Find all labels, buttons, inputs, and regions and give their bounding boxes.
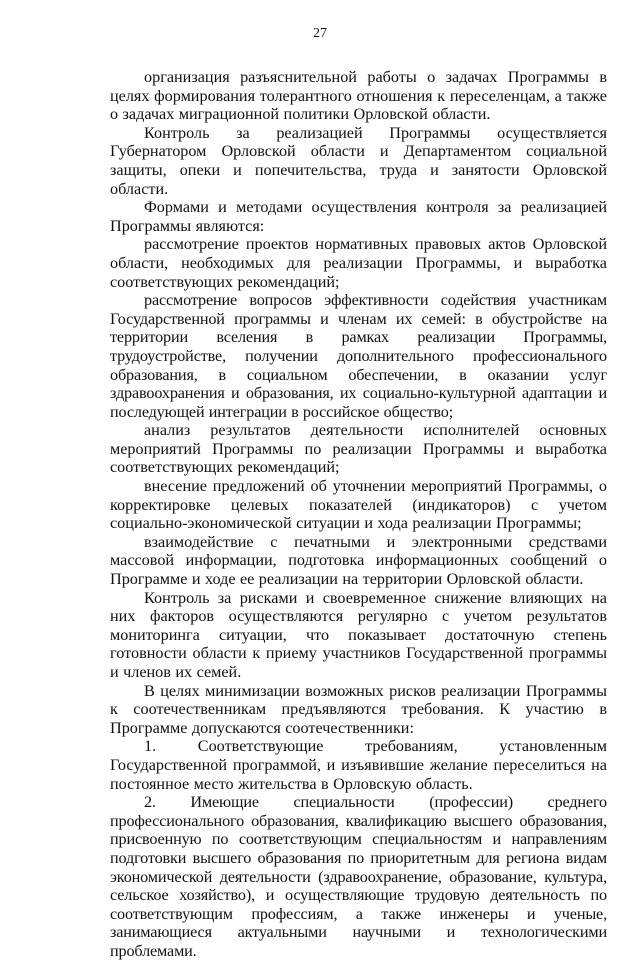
paragraph-proposals: внесение предложений об уточнении мероприятий Программы, о корректировке целевых показателей (индикаторов) с учетом социально-экономической ситуации и хода реализации Программы; (110, 477, 607, 533)
paragraph-results-analysis: анализ результатов деятельности исполнителей основных мероприятий Программы по реализации Программы и выработка соответствующих рекомендаций; (110, 421, 607, 477)
paragraph-requirement-1: 1. Соответствующие требованиям, установленным Государственной программой, и изъявившие желание переселиться на постоянное место жительства в Орловскую область. (110, 737, 607, 793)
paragraph-review-efficiency: рассмотрение вопросов эффективности содействия участникам Государственной программы и членам их семей: в обустройстве на территории вселения в рамках реализации Программы, трудоустройстве, получении дополнительного профессионального образования, в социальном обеспечении, в оказании услуг здравоохранения и образования, их социально-культурной адаптации и последующей интеграции в российское общество; (110, 291, 607, 421)
paragraph-control-forms-intro: Формами и методами осуществления контроля за реализацией Программы являются: (110, 198, 607, 235)
paragraph-media-interaction: взаимодействие с печатными и электронными средствами массовой информации, подготовка информационных сообщений о Программе и ходе ее реализации на территории Орловской области. (110, 532, 607, 589)
paragraph-review-legal-acts: рассмотрение проектов нормативных правовых актов Орловской области, необходимых для реализации Программы, и выработка соответствующих рекомендаций; (110, 235, 607, 291)
paragraph-risk-control: Контроль за рисками и своевременное снижение влияющих на них факторов осуществляются регулярно с учетом результатов мониторинга ситуации, что показывает достаточную степень готовности области к приему участников Государственной программы и членов их семей. (110, 588, 607, 681)
paragraph-requirements-intro: В целях минимизации возможных рисков реализации Программы к соотечественникам предъявляются требования. К участию в Программе допускаются соотечественники: (110, 681, 607, 737)
document-body (110, 68, 607, 961)
page-number: 27 (313, 26, 327, 41)
paragraph-requirement-2: 2. Имеющие специальности (профессии) среднего профессионального образования, квалификацию высшего образования, присвоенную по соответствующим специальностям и направлениям подготовки высшего образования по приоритетным для региона видам экономической деятельности (здравоохранение, образование, культура, сельское хозяйство), и осуществляющие трудовую деятельность по соответствующим профессиям, а также инженеры и ученые, занимающиеся актуальными научными и технологическими проблемами. (110, 793, 607, 960)
paragraph-explanatory-work: организация разъяснительной работы о задачах Программы в целях формирования толерантного отношения к переселенцам, а также о задачах миграционной политики Орловской области. (110, 68, 607, 124)
paragraph-control-responsibility: Контроль за реализацией Программы осуществляется Губернатором Орловской области и Департаментом социальной защиты, опеки и попечительства, труда и занятости Орловской области. (110, 123, 607, 198)
